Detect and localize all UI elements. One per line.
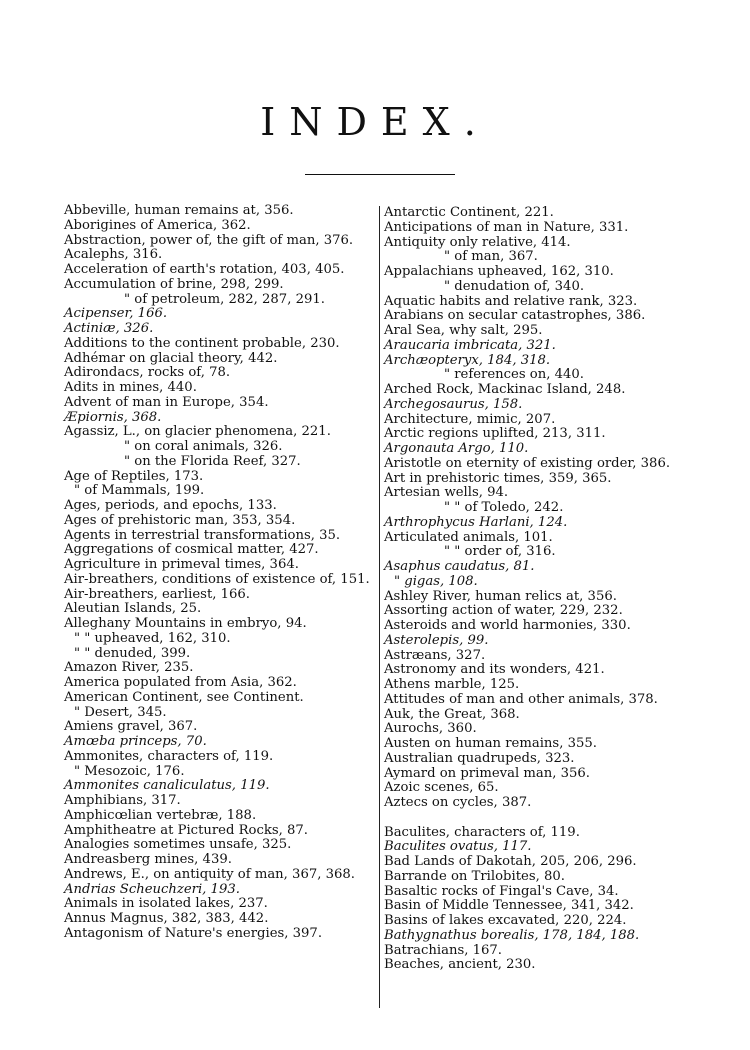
index-entry: Barrande on Trilobites, 80. — [384, 868, 565, 884]
index-entry: Æpiornis, 368. — [64, 409, 162, 425]
page-title: INDEX. — [260, 100, 490, 144]
index-entry: Art in prehistoric times, 359, 365. — [384, 470, 612, 486]
index-entry: Air-breathers, conditions of existence of, 151. — [64, 571, 370, 587]
index-entry: Acceleration of earth's rotation, 403, 405. — [64, 262, 345, 277]
index-entry: Accumulation of brine, 298, 299. — [64, 276, 284, 292]
index-entry: Aymard on primeval man, 356. — [384, 765, 590, 781]
index-entry: Australian quadrupeds, 323. — [384, 750, 575, 766]
index-entry: Ashley River, human relics at, 356. — [384, 588, 617, 604]
index-entry: Ammonites, characters of, 119. — [64, 748, 274, 764]
index-entry: Archegosaurus, 158. — [384, 396, 523, 412]
index-entry: Attitudes of man and other animals, 378. — [384, 691, 658, 707]
index-entry: Amphibians, 317. — [64, 793, 181, 808]
index-entry: Abstraction, power of, the gift of man, 376. — [64, 232, 354, 248]
index-entry: Additions to the continent probable, 230. — [64, 335, 340, 351]
index-entry: " of petroleum, 282, 287, 291. — [124, 291, 325, 307]
index-entry: Amphitheatre at Pictured Rocks, 87. — [64, 822, 308, 838]
index-entry: Argonauta Argo, 110. — [384, 441, 529, 456]
index-entry: Astræans, 327. — [384, 647, 486, 663]
index-entry: Antagonism of Nature's energies, 397. — [64, 925, 323, 941]
index-entry: Aristotle on eternity of existing order, 386. — [384, 455, 671, 471]
index-entry: " denudation of, 340. — [444, 278, 585, 294]
index-entry: Beaches, ancient, 230. — [384, 957, 536, 973]
index-entry: Athens marble, 125. — [384, 677, 520, 692]
index-entry: Antarctic Continent, 221. — [384, 205, 554, 220]
index-entry: Articulated animals, 101. — [384, 529, 553, 545]
index-entry: Aztecs on cycles, 387. — [384, 795, 532, 810]
index-entry: Age of Reptiles, 173. — [64, 468, 204, 484]
index-entry: Aquatic habits and relative rank, 323. — [384, 293, 638, 309]
index-entry: Animals in isolated lakes, 237. — [64, 896, 268, 912]
index-entry: Basins of lakes excavated, 220, 224. — [384, 913, 627, 928]
index-entry: " Desert, 345. — [74, 704, 167, 720]
index-entry: " " upheaved, 162, 310. — [74, 630, 231, 646]
index-entry: Antiquity only relative, 414. — [384, 234, 571, 250]
index-entry: " " order of, 316. — [444, 544, 556, 560]
index-entry: Amazon River, 235. — [64, 660, 194, 676]
index-entry: Ammonites canaliculatus, 119. — [64, 778, 270, 794]
index-entry: Aleutian Islands, 25. — [64, 601, 202, 617]
index-entry: Architecture, mimic, 207. — [384, 411, 556, 427]
index-entry: Amphicœlian vertebræ, 188. — [64, 807, 257, 823]
index-entry: Appalachians upheaved, 162, 310. — [384, 264, 614, 279]
index-entry: " of man, 367. — [444, 249, 538, 265]
index-entry: Aral Sea, why salt, 295. — [384, 323, 543, 338]
index-entry: Alleghany Mountains in embryo, 94. — [64, 616, 307, 631]
index-entry: Actiniæ, 326. — [64, 321, 154, 336]
index-entry: Astronomy and its wonders, 421. — [384, 662, 605, 678]
index-entry: Adhémar on glacial theory, 442. — [64, 350, 278, 366]
letter-section-gap — [384, 811, 697, 826]
index-entry: Ages, periods, and epochs, 133. — [64, 498, 277, 513]
index-entry: Andrews, E., on antiquity of man, 367, 368. — [64, 866, 355, 882]
index-entry: Baculites ovatus, 117. — [384, 839, 532, 855]
index-entry: Austen on human remains, 355. — [384, 736, 597, 751]
index-entry: " Mesozoic, 176. — [74, 763, 185, 779]
index-entry: Agassiz, L., on glacier phenomena, 221. — [64, 424, 331, 440]
index-entry: Baculites, characters of, 119. — [384, 824, 580, 840]
index-entry: Agents in terrestrial transformations, 35. — [64, 527, 341, 543]
index-entry: Andreasberg mines, 439. — [64, 852, 232, 867]
index-entry: Adits in mines, 440. — [64, 380, 197, 395]
index-entry: Batrachians, 167. — [384, 942, 502, 958]
index-entry: Amœba princeps, 70. — [64, 734, 207, 749]
index-entry: Artesian wells, 94. — [384, 485, 509, 501]
index-entry: Bathygnathus borealis, 178, 184, 188. — [384, 927, 640, 943]
index-entry: Analogies sometimes unsafe, 325. — [64, 837, 292, 853]
index-entry: Basaltic rocks of Fingal's Cave, 34. — [384, 883, 619, 899]
index-entry: Asterolepis, 99. — [384, 632, 489, 648]
index-entry: Amiens gravel, 367. — [64, 719, 198, 735]
index-entry: Auk, the Great, 368. — [384, 706, 520, 722]
index-entry: Archæopteryx, 184, 318. — [384, 352, 551, 368]
index-entry: Arabians on secular catastrophes, 386. — [384, 308, 646, 324]
title-rule — [305, 174, 455, 175]
index-entry: Andrias Scheuchzeri, 193. — [64, 881, 240, 897]
index-entry: Arthrophycus Harlani, 124. — [384, 514, 568, 530]
index-entry: Asaphus caudatus, 81. — [384, 559, 535, 574]
index-entry: Bad Lands of Dakotah, 205, 206, 296. — [384, 854, 637, 869]
index-entry: " references on, 440. — [444, 367, 584, 383]
index-entry: " of Mammals, 199. — [74, 483, 205, 499]
index-entry: Abbeville, human remains at, 356. — [64, 203, 294, 218]
index-entry: " gigas, 108. — [394, 573, 478, 589]
index-entry: Basin of Middle Tennessee, 341, 342. — [384, 898, 634, 914]
index-entry: Aborigines of America, 362. — [64, 217, 251, 233]
index-entry: Ages of prehistoric man, 353, 354. — [64, 512, 296, 528]
index-column-left — [64, 204, 376, 942]
index-entry: Acipenser, 166. — [64, 306, 168, 322]
index-entry: Acalephs, 316. — [64, 247, 163, 263]
index-entry: Asteroids and world harmonies, 330. — [384, 618, 631, 633]
index-entry: Advent of man in Europe, 354. — [64, 394, 269, 410]
index-entry: Agriculture in primeval times, 364. — [64, 557, 299, 572]
index-entry: Assorting action of water, 229, 232. — [384, 603, 623, 619]
index-entry: American Continent, see Continent. — [64, 689, 304, 705]
index-entry: Air-breathers, earliest, 166. — [64, 586, 250, 602]
index-entry: America populated from Asia, 362. — [64, 675, 297, 690]
index-entry: " " denuded, 399. — [74, 645, 191, 661]
index-entry: Aurochs, 360. — [384, 721, 477, 737]
index-entry: " " of Toledo, 242. — [444, 500, 564, 515]
index-entry: Arctic regions uplifted, 213, 311. — [384, 426, 606, 442]
index-entry: Azoic scenes, 65. — [384, 780, 499, 796]
index-entry: Aggregations of cosmical matter, 427. — [64, 542, 319, 558]
index-entry: " on the Florida Reef, 327. — [124, 453, 301, 469]
index-entry: Araucaria imbricata, 321. — [384, 337, 556, 353]
index-entry: Annus Magnus, 382, 383, 442. — [64, 911, 269, 926]
index-entry: " on coral animals, 326. — [124, 439, 283, 454]
index-entry: Arched Rock, Mackinac Island, 248. — [384, 382, 626, 397]
index-entry: Anticipations of man in Nature, 331. — [384, 219, 629, 235]
index-entry: Adirondacs, rocks of, 78. — [64, 365, 231, 381]
index-column-right — [379, 206, 697, 1008]
